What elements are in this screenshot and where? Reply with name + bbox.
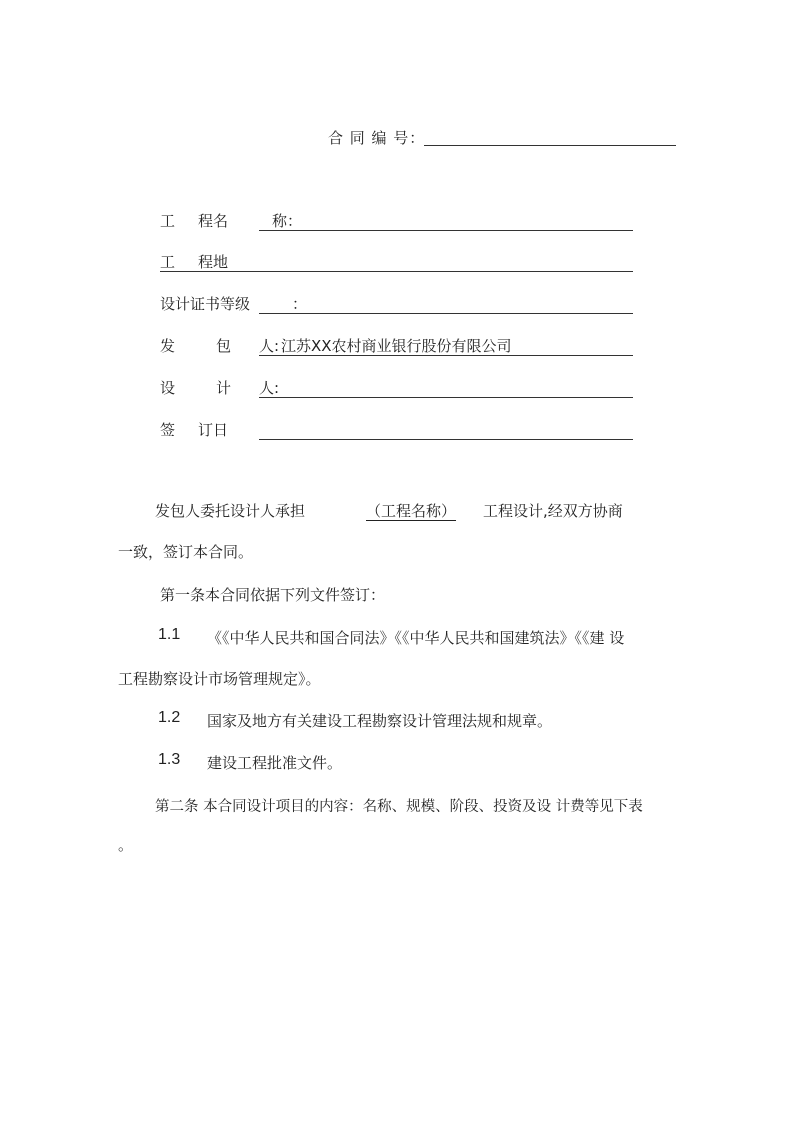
- item-1-3-text: 建设工程批准文件。: [207, 754, 343, 772]
- field-label-b: 订日: [198, 421, 229, 439]
- article-2-text: 第二条 本合同设计项目的内容：名称、规模、阶段、投资及设 计费等见下表: [155, 799, 643, 815]
- field-label-a: 设计证书等级: [160, 295, 251, 313]
- certificate-grade-line: [259, 313, 633, 314]
- item-1-1-number: 1.1: [158, 626, 181, 643]
- field-label-a: 工: [160, 212, 176, 230]
- intro-text-c: 一致，签订本合同。: [118, 543, 254, 561]
- project-name-line: [259, 230, 633, 231]
- contract-number-line: [424, 145, 676, 146]
- field-label-b: 包: [216, 337, 232, 355]
- field-label-b: 程名: [198, 212, 229, 230]
- field-label-b: 计: [216, 379, 232, 397]
- project-location-line: [160, 271, 633, 272]
- field-label-a: 发: [160, 337, 176, 355]
- field-label-a: 签: [160, 421, 176, 439]
- field-label-a: 设: [160, 379, 176, 397]
- article-2-text-end: 。: [118, 836, 134, 854]
- item-1-1-text: 《《中华人民共和国合同法》《《中华人民共和国建筑法》《《建 设: [207, 629, 625, 647]
- field-label-b: 程地: [198, 253, 229, 271]
- article-1-heading: 第一条本合同依据下列文件签订：: [160, 586, 386, 604]
- intro-text-b: 工程设计,经双方协商: [483, 502, 623, 520]
- item-1-1-text-continued: 工程勘察设计市场管理规定》。: [118, 670, 321, 688]
- field-label-a: 工: [160, 253, 176, 271]
- field-label-c: ：: [292, 295, 308, 313]
- field-label-c: 称：: [272, 212, 303, 230]
- field-label-c: 人:: [259, 379, 280, 397]
- signing-date-line: [259, 439, 633, 440]
- item-1-3-number: 1.3: [158, 751, 181, 768]
- intro-project-placeholder: （工程名称）: [366, 502, 457, 520]
- designer-line: [259, 397, 633, 398]
- contract-number-label: 合 同 编 号：: [328, 129, 426, 147]
- item-1-2-text: 国家及地方有关建设工程勘察设计管理法规和规章。: [207, 712, 553, 730]
- client-line: [259, 355, 633, 356]
- client-name-value: 江苏XX农村商业银行股份有限公司: [281, 337, 512, 355]
- field-label-c: 人:: [259, 337, 280, 355]
- intro-text-a: 发包人委托设计人承担: [155, 502, 306, 520]
- item-1-2-number: 1.2: [158, 709, 181, 726]
